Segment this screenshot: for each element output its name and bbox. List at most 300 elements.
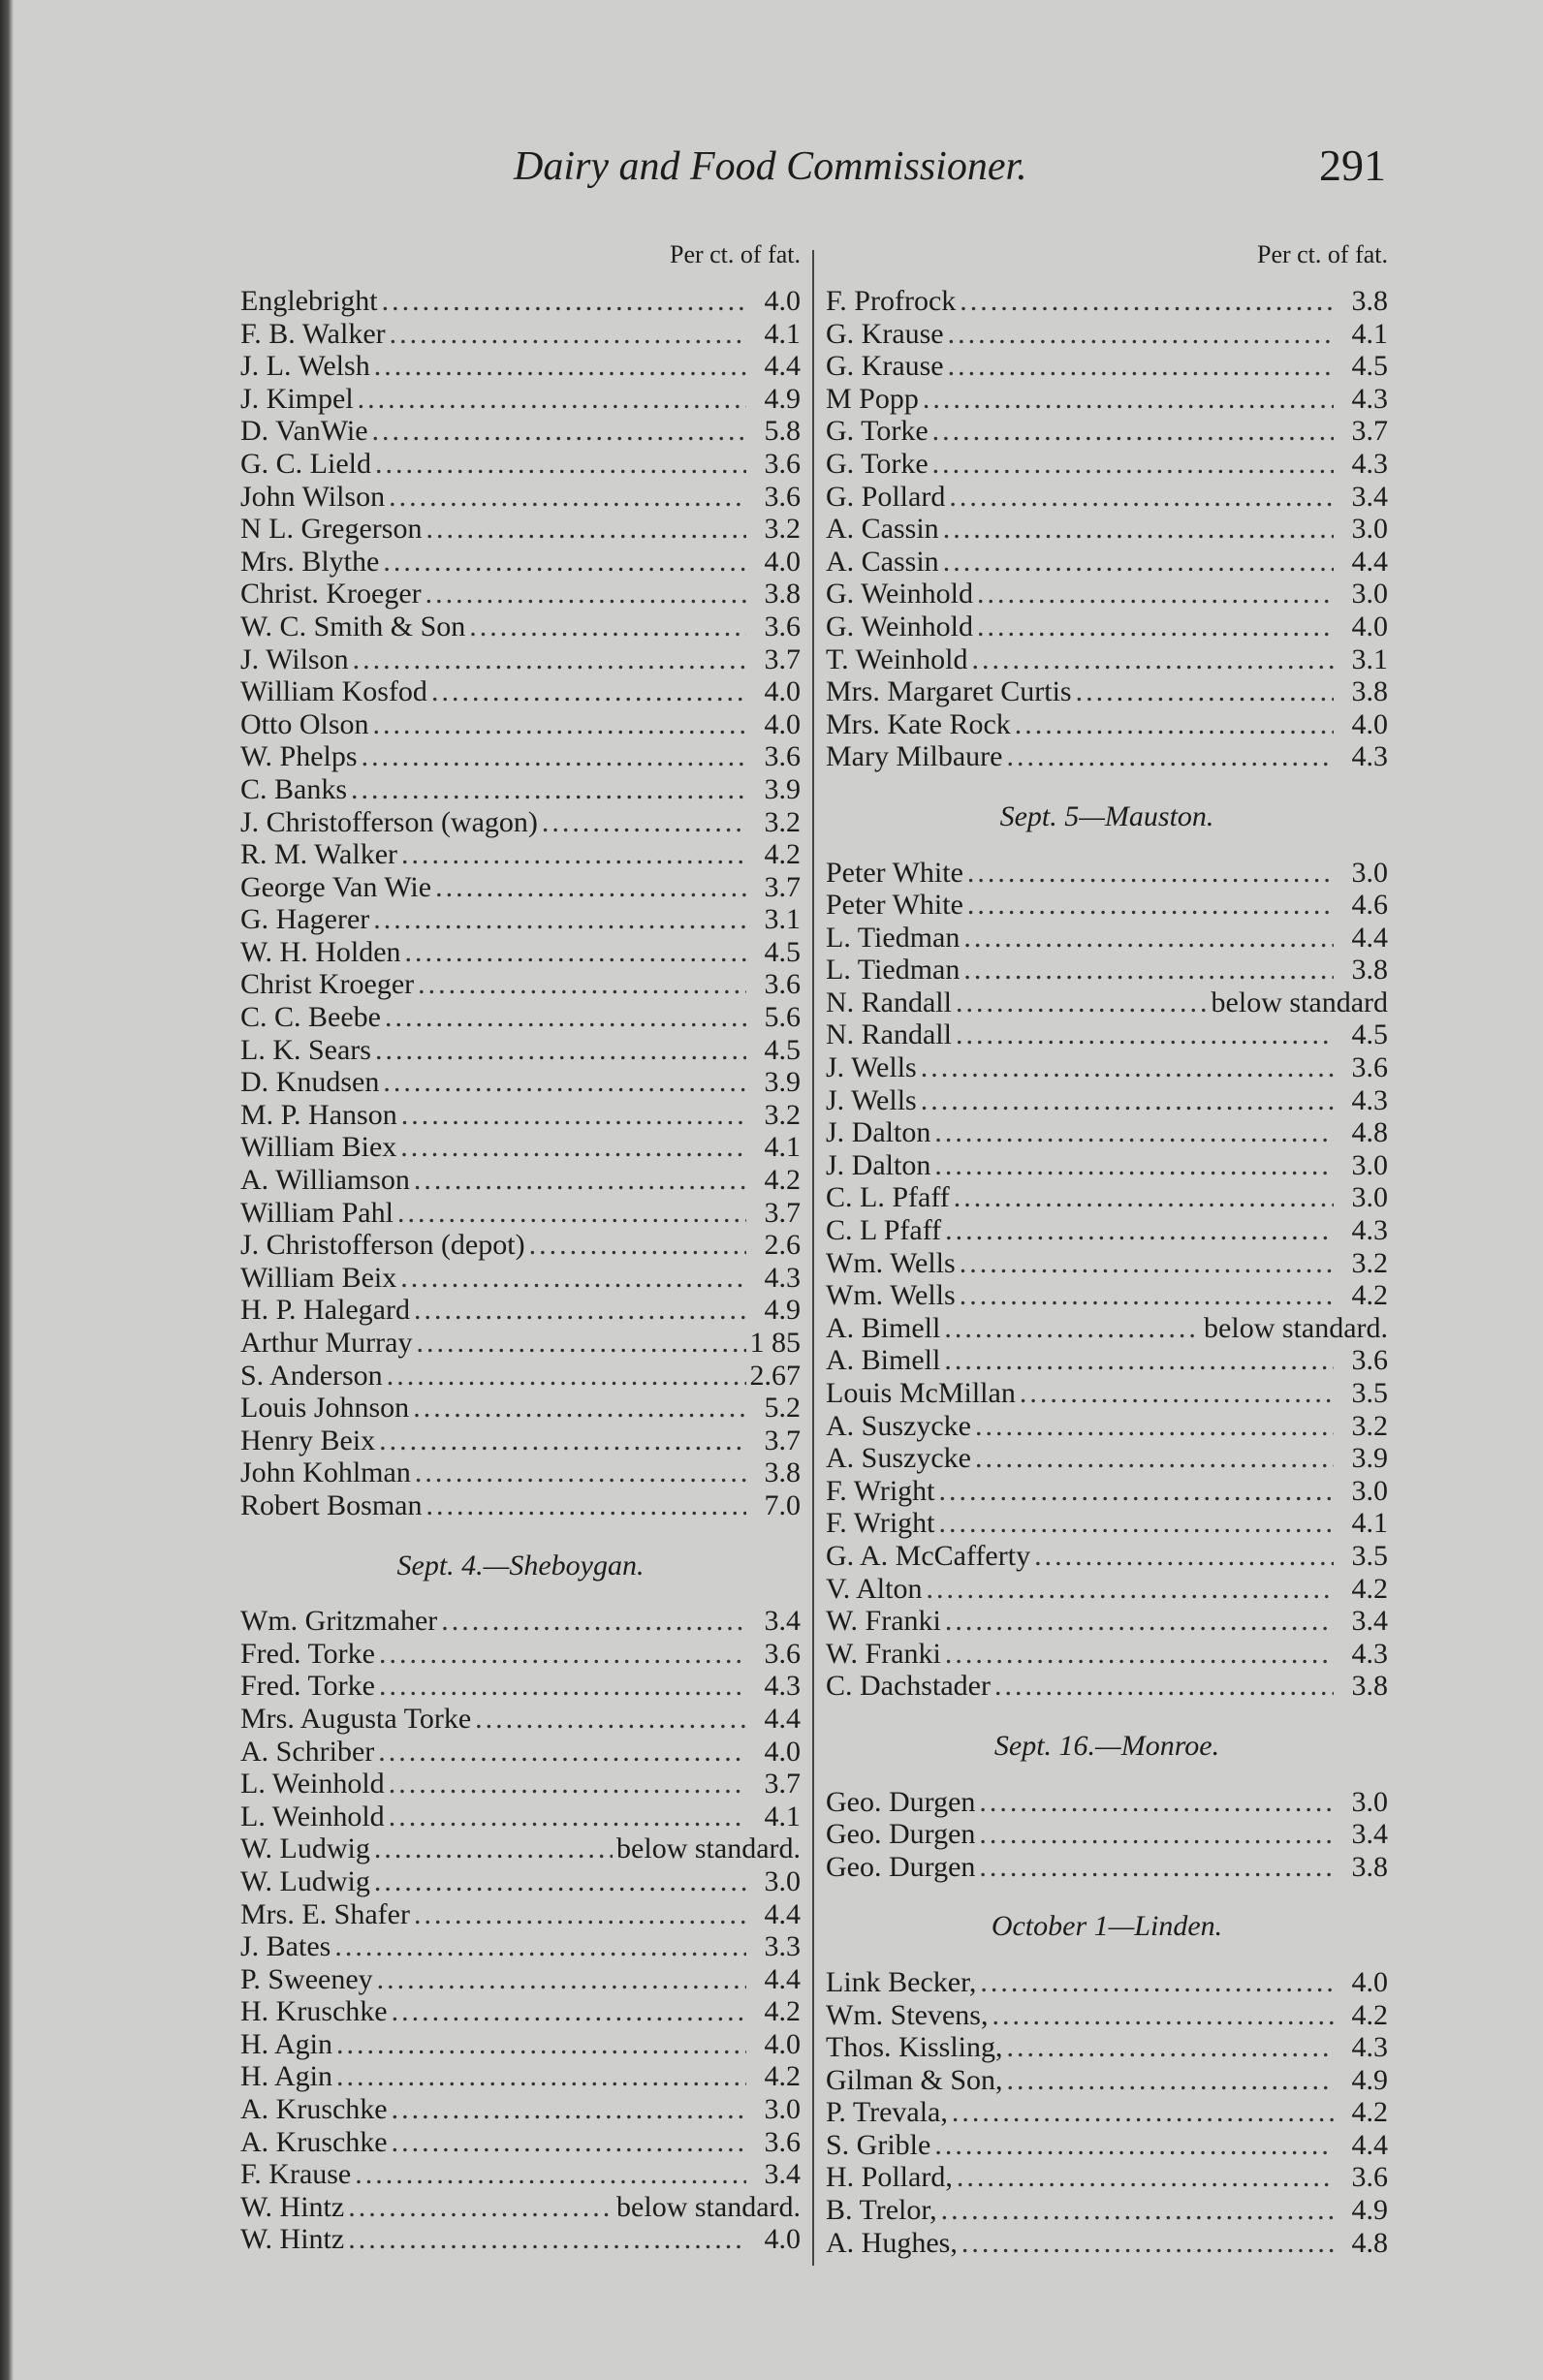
list-item	[826, 922, 1388, 955]
dot-leader	[392, 2126, 746, 2159]
dot-leader	[379, 1638, 746, 1671]
left-column	[240, 242, 801, 2256]
entry-name: B. Trelor,	[826, 2194, 937, 2227]
fat-percentage: 3.6	[764, 1637, 801, 1670]
dot-leader	[971, 643, 1334, 676]
fat-percentage: 4.3	[1351, 447, 1388, 480]
entry-name: W. Phelps	[240, 740, 358, 773]
column-heading: Per ct. of fat.	[1256, 240, 1388, 268]
section-heading: October 1—Linden.	[991, 1910, 1223, 1943]
fat-percentage: 3.9	[1351, 1442, 1388, 1475]
entry-name: A. Suszycke	[826, 1409, 971, 1442]
list-item	[826, 318, 1388, 351]
list-item	[826, 1051, 1388, 1084]
fat-percentage: 4.2	[764, 838, 801, 871]
fat-percentage: below standard.	[616, 1832, 801, 1865]
fat-percentage: 4.0	[1351, 707, 1388, 740]
list-item	[240, 383, 801, 416]
entry-name: G. Krause	[826, 317, 944, 350]
fat-percentage: 4.0	[764, 2223, 801, 2256]
entry-name: G. Torke	[826, 447, 929, 480]
entry-name: W. Ludwig	[240, 1832, 370, 1865]
entry-name: G. Hagerer	[240, 903, 370, 936]
dot-leader	[979, 1818, 1334, 1851]
list-item	[826, 1344, 1388, 1377]
list-item	[826, 2194, 1388, 2227]
dot-leader	[957, 2161, 1334, 2194]
entry-name: G. C. Lield	[240, 447, 371, 480]
fat-percentage: 4.0	[764, 545, 801, 578]
fat-percentage: 3.3	[764, 1930, 801, 1963]
dot-leader	[945, 1605, 1334, 1638]
list-item	[826, 415, 1388, 448]
fat-percentage: 4.2	[1351, 1279, 1388, 1312]
dot-leader	[389, 1768, 746, 1801]
list-item	[826, 889, 1388, 922]
list-item	[826, 611, 1388, 643]
entry-name: V. Alton	[826, 1572, 923, 1605]
dot-leader	[375, 1034, 746, 1067]
dot-leader	[334, 1930, 746, 1963]
fat-percentage: 4.0	[764, 1735, 801, 1768]
dot-leader	[425, 513, 746, 546]
entry-name: Wm. Gritzmaher	[240, 1605, 438, 1638]
entry-name: L. Weinhold	[240, 1768, 385, 1801]
entry-name: J. L. Welsh	[240, 350, 370, 383]
list-item	[240, 1164, 801, 1197]
entry-name: H. Pollard,	[826, 2161, 953, 2194]
list-item	[826, 1410, 1388, 1443]
dot-leader	[956, 986, 1208, 1019]
entry-name: J. Wilson	[240, 642, 349, 675]
dot-leader	[1076, 675, 1334, 708]
list-item	[240, 1327, 801, 1360]
list-item	[826, 1214, 1388, 1247]
entry-name: A. Cassin	[826, 513, 939, 546]
fat-percentage: 4.9	[1351, 2063, 1388, 2096]
dot-leader	[387, 1360, 746, 1393]
list-item	[826, 1377, 1388, 1410]
fat-percentage: 4.4	[764, 1702, 801, 1735]
entry-name: John Kohlman	[240, 1456, 411, 1489]
fat-percentage: 4.2	[1351, 2096, 1388, 2129]
fat-percentage: below standard.	[616, 2190, 801, 2223]
list-item	[240, 903, 801, 936]
section-heading: Sept. 4.—Sheboygan.	[396, 1549, 645, 1581]
fat-percentage: 3.0	[764, 1864, 801, 1897]
fat-percentage: 1 85	[749, 1327, 801, 1359]
entry-name: J. Dalton	[826, 1116, 931, 1149]
dot-leader	[952, 2096, 1334, 2129]
list-item	[240, 708, 801, 741]
entry-name: Link Becker,	[826, 1965, 977, 1998]
dot-leader	[529, 1229, 746, 1262]
fat-percentage: 3.8	[1351, 1850, 1388, 1883]
fat-percentage: 3.4	[1351, 480, 1388, 513]
column-divider	[812, 250, 814, 2266]
list-item	[826, 740, 1388, 773]
list-item	[826, 1999, 1388, 2032]
list-item	[240, 578, 801, 611]
list-item	[826, 513, 1388, 546]
dot-leader	[348, 2191, 613, 2224]
list-item	[240, 1898, 801, 1931]
dot-leader	[941, 2194, 1334, 2227]
dot-leader	[1006, 740, 1334, 773]
list-item	[240, 2158, 801, 2191]
dot-leader	[960, 1247, 1334, 1280]
dot-leader	[943, 546, 1334, 579]
entry-name: N L. Gregerson	[240, 513, 423, 546]
list-item	[826, 2129, 1388, 2162]
fat-percentage: 4.3	[764, 1261, 801, 1294]
entry-name: Mrs. Kate Rock	[826, 707, 1011, 740]
fat-percentage: 4.3	[1351, 1637, 1388, 1670]
list-item	[240, 2093, 801, 2126]
list-item	[826, 546, 1388, 579]
dot-leader	[949, 481, 1334, 514]
fat-percentage: 4.9	[1351, 2194, 1388, 2227]
list-item	[826, 1018, 1388, 1051]
fat-percentage: 4.1	[764, 1800, 801, 1832]
dot-leader	[435, 871, 746, 904]
fat-percentage: 4.4	[764, 1962, 801, 1995]
dot-leader	[441, 1605, 746, 1638]
fat-percentage: 3.4	[764, 1605, 801, 1638]
fat-percentage: 4.5	[764, 935, 801, 968]
fat-percentage: 4.0	[764, 707, 801, 740]
list-item	[826, 986, 1388, 1019]
fat-percentage: 4.3	[1351, 1083, 1388, 1116]
entry-name: D. VanWie	[240, 415, 368, 448]
dot-leader	[926, 1573, 1334, 1606]
fat-percentage: 4.3	[1351, 1214, 1388, 1247]
entry-name: Christ. Kroeger	[240, 578, 422, 611]
entry-name: L. Tiedman	[826, 954, 960, 986]
fat-percentage: 4.8	[1351, 1116, 1388, 1149]
dot-leader	[1007, 2064, 1334, 2097]
list-item	[826, 1605, 1388, 1638]
dot-leader	[954, 1181, 1334, 1214]
entry-name: Mrs. Margaret Curtis	[826, 675, 1072, 708]
entry-name: P. Sweeney	[240, 1962, 373, 1995]
entry-name: J. Christofferson (wagon)	[240, 805, 538, 838]
entry-name: Geo. Durgen	[826, 1850, 976, 1883]
entry-name: H. P. Halegard	[240, 1294, 410, 1327]
list-item	[240, 415, 801, 448]
dot-leader	[934, 1116, 1334, 1149]
fat-percentage: 4.4	[1351, 921, 1388, 954]
dot-leader	[934, 2129, 1334, 2162]
list-item	[240, 1001, 801, 1034]
dot-leader	[948, 318, 1334, 351]
entry-name: Mrs. Augusta Torke	[240, 1702, 472, 1735]
fat-percentage: 4.2	[1351, 1998, 1388, 2031]
dot-leader	[374, 1865, 746, 1898]
entry-name: John Wilson	[240, 480, 386, 513]
list-item	[826, 1181, 1388, 1214]
fat-percentage: 3.8	[1351, 285, 1388, 317]
entry-name: W. H. Holden	[240, 935, 401, 968]
list-item	[240, 1768, 801, 1801]
page-number: 291	[1319, 141, 1386, 190]
list-item	[240, 740, 801, 773]
list-item	[240, 2060, 801, 2093]
fat-percentage: 3.8	[1351, 954, 1388, 986]
fat-percentage: 3.6	[764, 447, 801, 480]
fat-percentage: 3.4	[764, 2158, 801, 2191]
entry-name: W. Franki	[826, 1637, 941, 1670]
entry-name: W. Hintz	[240, 2190, 345, 2223]
fat-percentage: 3.2	[1351, 1246, 1388, 1279]
list-item	[240, 546, 801, 579]
fat-percentage: 4.0	[764, 285, 801, 317]
list-item	[240, 838, 801, 871]
entry-name: Wm. Wells	[826, 1246, 956, 1279]
dot-leader	[415, 1456, 746, 1489]
dot-leader	[379, 1670, 746, 1703]
section-heading: Sept. 5—Mauston.	[999, 799, 1214, 832]
fat-percentage: 4.4	[764, 1897, 801, 1930]
entry-name: F. Krause	[240, 2158, 352, 2191]
list-item	[826, 1442, 1388, 1475]
fat-percentage: 4.1	[764, 317, 801, 350]
fat-percentage: 4.5	[764, 1033, 801, 1066]
entry-name: F. B. Walker	[240, 317, 386, 350]
dot-leader	[385, 1001, 746, 1034]
fat-percentage: 4.8	[1351, 2226, 1388, 2259]
entry-name: Henry Beix	[240, 1424, 376, 1456]
dot-leader	[416, 1327, 745, 1360]
entry-name: H. Agin	[240, 2027, 333, 2060]
fat-percentage: 3.1	[1351, 642, 1388, 675]
entry-name: R. M. Walker	[240, 838, 398, 871]
entry-name: N. Randall	[826, 986, 952, 1018]
list-item	[826, 1507, 1388, 1540]
fat-percentage: 4.4	[1351, 2128, 1388, 2161]
list-item	[240, 675, 801, 708]
list-item	[826, 1851, 1388, 1884]
dot-leader	[414, 1164, 746, 1197]
entry-name: Fred. Torke	[240, 1670, 375, 1703]
fat-percentage: 3.0	[1351, 578, 1388, 611]
entry-name: A. Kruschke	[240, 2093, 388, 2126]
dot-leader	[977, 611, 1334, 643]
fat-percentage: 3.6	[764, 610, 801, 642]
fat-percentage: 3.7	[764, 1768, 801, 1801]
entry-name: T. Weinhold	[826, 642, 968, 675]
list-item	[240, 2126, 801, 2159]
entry-name: Arthur Murray	[240, 1327, 413, 1359]
entry-name: J. Wells	[826, 1051, 917, 1084]
fat-percentage: 3.9	[764, 1066, 801, 1099]
fat-percentage: 3.8	[764, 1456, 801, 1489]
list-item	[826, 2096, 1388, 2129]
list-item	[240, 1456, 801, 1489]
fat-percentage: 4.3	[764, 1670, 801, 1703]
entry-name: Mary Milbaure	[826, 740, 1003, 773]
list-item	[240, 513, 801, 546]
list-item	[240, 1425, 801, 1457]
dot-leader	[418, 968, 746, 1001]
list-item	[826, 481, 1388, 514]
fat-percentage: 4.2	[1351, 1572, 1388, 1605]
list-item	[826, 2161, 1388, 2194]
list-item	[826, 1116, 1388, 1149]
dot-leader	[975, 1410, 1334, 1443]
list-item	[826, 2064, 1388, 2097]
list-item	[826, 1084, 1388, 1117]
entry-name: A. Bimell	[826, 1344, 941, 1377]
fat-percentage: 3.6	[1351, 1051, 1388, 1084]
list-item	[240, 1605, 801, 1638]
entry-name: William Beix	[240, 1261, 397, 1294]
page-header	[514, 143, 1386, 202]
dot-leader	[975, 1442, 1334, 1475]
dot-leader	[414, 1294, 746, 1327]
dot-leader	[400, 1131, 746, 1164]
fat-percentage: 3.1	[764, 903, 801, 936]
fat-percentage: 3.7	[764, 1196, 801, 1229]
dot-leader	[373, 708, 746, 741]
fat-percentage: 3.4	[1351, 1818, 1388, 1851]
dot-leader	[960, 285, 1334, 318]
list-item	[826, 1312, 1388, 1345]
entry-name: Peter White	[826, 856, 963, 889]
dot-leader	[944, 1344, 1334, 1377]
list-item	[240, 936, 801, 969]
fat-percentage: 4.0	[1351, 1965, 1388, 1998]
list-item	[240, 773, 801, 806]
dot-leader	[977, 578, 1334, 611]
fat-percentage: 3.0	[1351, 1785, 1388, 1818]
entry-name: L. K. Sears	[240, 1033, 371, 1066]
entry-name: Mrs. E. Shafer	[240, 1897, 410, 1930]
entry-name: A. Williamson	[240, 1164, 410, 1197]
entry-name: L. Tiedman	[826, 921, 960, 954]
list-item	[240, 1360, 801, 1393]
dot-leader	[963, 922, 1334, 955]
entry-name: F. Wright	[826, 1474, 935, 1507]
fat-percentage: 3.2	[764, 805, 801, 838]
list-item	[240, 1930, 801, 1963]
dot-leader	[994, 1670, 1334, 1703]
fat-percentage: below standard.	[1204, 1311, 1388, 1344]
dot-leader	[939, 1507, 1334, 1540]
dot-leader	[967, 857, 1334, 890]
entry-name: Otto Olson	[240, 707, 369, 740]
dot-leader	[351, 773, 746, 806]
fat-percentage: 4.1	[1351, 1507, 1388, 1540]
entry-name: A. Bimell	[826, 1311, 941, 1344]
entry-name: M. P. Hanson	[240, 1098, 397, 1131]
entry-name: Geo. Durgen	[826, 1818, 976, 1851]
list-item	[826, 1638, 1388, 1671]
dot-leader	[431, 675, 746, 708]
list-item	[240, 1736, 801, 1769]
dot-leader	[383, 546, 746, 579]
list-item	[240, 968, 801, 1001]
list-item	[240, 1066, 801, 1099]
entry-name: C. L. Pfaff	[826, 1181, 950, 1214]
dot-leader	[425, 578, 746, 611]
dot-leader	[1020, 1377, 1334, 1410]
list-item	[240, 806, 801, 839]
dot-leader	[921, 1051, 1334, 1084]
list-item	[240, 1229, 801, 1262]
dot-leader	[956, 1018, 1334, 1051]
dot-leader	[943, 513, 1334, 546]
dot-leader	[961, 2227, 1334, 2260]
entry-name: William Pahl	[240, 1196, 394, 1229]
dot-leader	[967, 889, 1334, 922]
fat-percentage: 2.6	[764, 1229, 801, 1262]
fat-percentage: 3.7	[764, 870, 801, 903]
dot-leader	[336, 2060, 746, 2093]
dot-leader	[392, 2093, 746, 2126]
dot-leader	[400, 1262, 746, 1295]
fat-percentage: 3.7	[1351, 415, 1388, 448]
dot-leader	[980, 1966, 1334, 1999]
dot-leader	[374, 350, 746, 383]
fat-percentage: 3.9	[764, 772, 801, 805]
list-item	[826, 708, 1388, 741]
dot-leader	[378, 1736, 746, 1769]
entry-name: Fred. Torke	[240, 1637, 375, 1670]
list-item	[826, 1670, 1388, 1703]
dot-leader	[979, 1786, 1334, 1819]
dot-leader	[383, 1066, 746, 1099]
entry-name: Mrs. Blythe	[240, 545, 380, 578]
fat-percentage: 4.0	[1351, 610, 1388, 642]
entry-name: A. Suszycke	[826, 1442, 971, 1475]
dot-leader	[372, 415, 746, 448]
entry-name: Wm. Stevens,	[826, 1998, 989, 2031]
fat-percentage: 3.8	[764, 578, 801, 611]
dot-leader	[1034, 1540, 1334, 1573]
entry-name: C. L Pfaff	[826, 1214, 942, 1247]
entry-name: J. Christofferson (depot)	[240, 1229, 525, 1262]
entry-name: A. Schriber	[240, 1735, 375, 1768]
entry-name: C. Banks	[240, 772, 348, 805]
list-item	[240, 611, 801, 643]
entry-name: H. Kruschke	[240, 1995, 388, 2028]
fat-percentage: 4.2	[764, 1164, 801, 1197]
list-item	[826, 350, 1388, 383]
dot-leader	[389, 1801, 746, 1833]
list-item	[826, 1786, 1388, 1819]
fat-percentage: 3.7	[764, 1424, 801, 1456]
entry-name: W. Hintz	[240, 2223, 345, 2256]
list-item	[826, 1573, 1388, 1606]
list-item	[240, 2028, 801, 2061]
list-item	[240, 1638, 801, 1671]
fat-percentage: 4.4	[764, 350, 801, 383]
section-heading: Sept. 16.—Monroe.	[993, 1729, 1220, 1762]
right-column	[826, 242, 1388, 2259]
fat-percentage: 4.4	[1351, 545, 1388, 578]
fat-percentage: 3.2	[764, 1098, 801, 1131]
list-item	[240, 2223, 801, 2256]
entry-name: A. Kruschke	[240, 2125, 388, 2158]
fat-percentage: 3.6	[1351, 1344, 1388, 1377]
entry-name: J. Dalton	[826, 1148, 931, 1181]
list-item	[240, 318, 801, 351]
list-item	[240, 1099, 801, 1132]
dot-leader	[960, 1279, 1334, 1312]
fat-percentage: 3.8	[1351, 1670, 1388, 1703]
fat-percentage: 5.6	[764, 1001, 801, 1034]
